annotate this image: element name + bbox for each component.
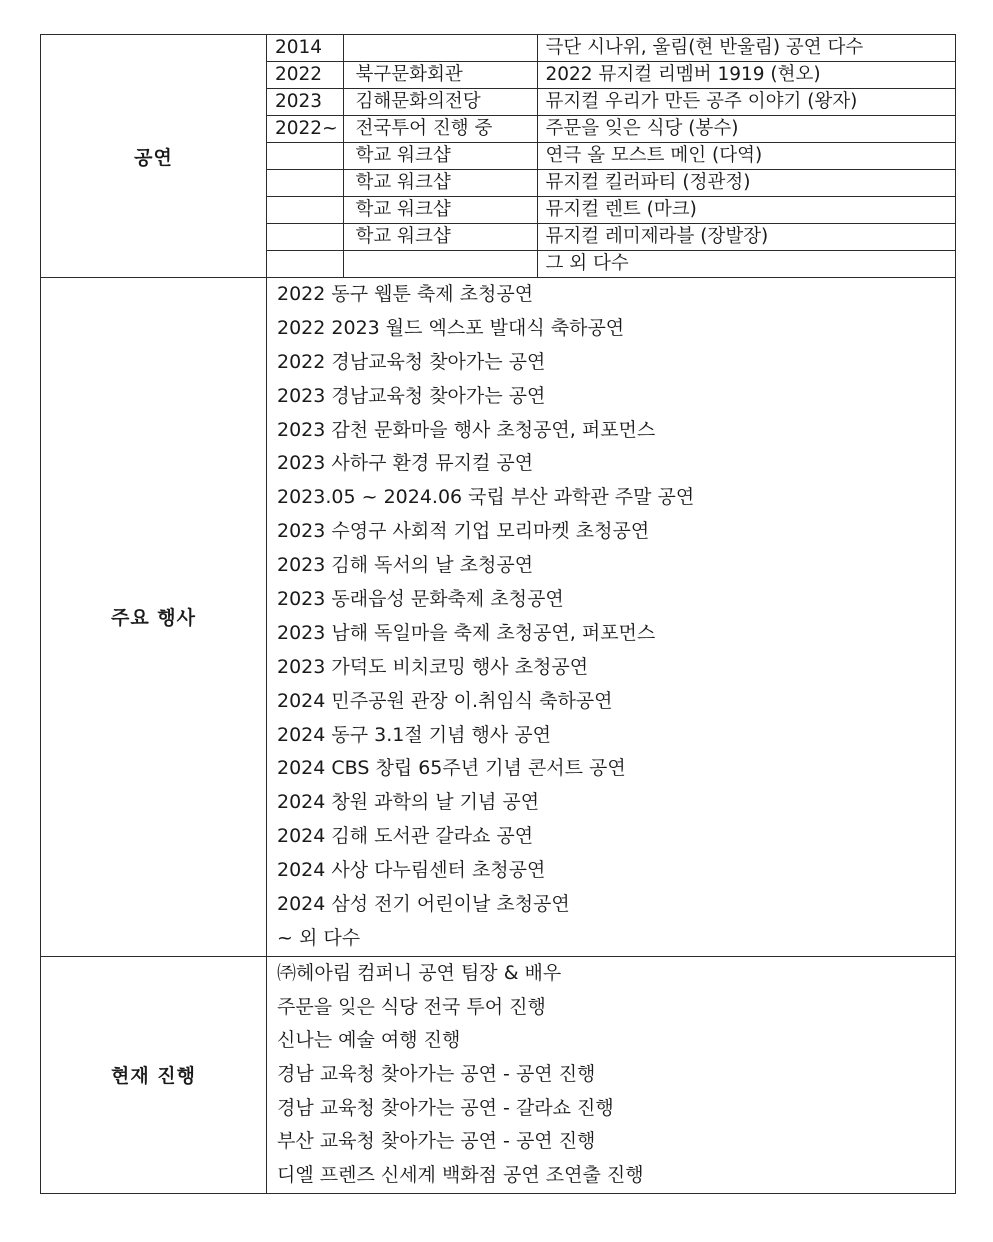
event-item: 2024 CBS 창립 65주년 기념 콘서트 공연 [277,757,626,780]
performances-section [41,35,956,278]
performance-year: 2014 [267,35,343,62]
event-item: 2023.05 ~ 2024.06 국립 부산 과학관 주말 공연 [277,486,695,509]
performance-year [267,224,343,251]
career-table [40,34,956,1194]
current-list [277,957,955,1193]
event-item: 2022 경남교육청 찾아가는 공연 [277,350,546,373]
performance-year [267,251,343,278]
event-item: 2022 동구 웹툰 축제 초청공연 [277,283,534,305]
performance-venue: 학교 워크샵 [343,143,537,170]
performance-venue: 북구문화회관 [343,62,537,89]
performance-row [267,170,955,197]
performance-row [267,89,955,116]
performance-venue [343,35,537,62]
performances-cell [267,35,956,278]
performance-row [267,224,955,251]
performance-work: 2022 뮤지컬 리멤버 1919 (현오) [537,62,955,89]
event-item: 2024 동구 3.1절 기념 행사 공연 [277,723,551,746]
current-item: ㈜헤아림 컴퍼니 공연 팀장 & 배우 [277,961,562,984]
events-label: 주요 행사 [41,278,267,957]
current-label: 현재 진행 [41,956,267,1193]
performance-row [267,143,955,170]
performance-venue: 학교 워크샵 [343,224,537,251]
current-section [41,956,956,1193]
performance-year [267,197,343,224]
event-item: 2023 동래읍성 문화축제 초청공연 [277,588,564,611]
current-item: 경남 교육청 찾아가는 공연 - 공연 진행 [277,1062,596,1085]
performance-row [267,62,955,89]
current-item: 신나는 예술 여행 진행 [277,1029,461,1052]
event-item: 2023 남해 독일마을 축제 초청공연, 퍼포먼스 [277,621,656,644]
events-cell [267,278,956,957]
event-item: 2023 경남교육청 찾아가는 공연 [277,384,546,407]
performance-venue [343,251,537,278]
performances-table [267,35,955,277]
performance-year [267,143,343,170]
performance-row [267,116,955,143]
event-item: ~ 외 다수 [277,926,361,949]
performance-venue: 김해문화의전당 [343,89,537,116]
event-item: 2024 사상 다누림센터 초청공연 [277,859,546,882]
performance-work: 뮤지컬 우리가 만든 공주 이야기 (왕자) [537,89,955,116]
performance-row [267,197,955,224]
performance-venue: 전국투어 진행 중 [343,116,537,143]
performances-label: 공연 [41,35,267,278]
event-item: 2023 김해 독서의 날 초청공연 [277,554,534,577]
event-item: 2023 수영구 사회적 기업 모리마켓 초청공연 [277,520,650,543]
performance-venue: 학교 워크샵 [343,197,537,224]
events-section [41,278,956,957]
event-item: 2024 삼성 전기 어린이날 초청공연 [277,893,570,916]
event-item: 2024 민주공원 관장 이.취임식 축하공연 [277,689,613,712]
performance-venue: 학교 워크샵 [343,170,537,197]
performance-work: 뮤지컬 레미제라블 (장발장) [537,224,955,251]
performance-row [267,35,955,62]
performance-year: 2023 [267,89,343,116]
events-list [277,278,955,956]
performances-table-body [267,35,955,277]
current-cell [267,956,956,1193]
performance-work: 뮤지컬 렌트 (마크) [537,197,955,224]
performance-work: 주문을 잊은 식당 (봉수) [537,116,955,143]
performance-work: 연극 올 모스트 메인 (다역) [537,143,955,170]
performance-year: 2022 [267,62,343,89]
event-item: 2023 감천 문화마을 행사 초청공연, 퍼포먼스 [277,418,656,441]
current-item: 주문을 잊은 식당 전국 투어 진행 [277,995,546,1018]
performance-work: 그 외 다수 [537,251,955,278]
current-item: 디엘 프렌즈 신세계 백화점 공연 조연출 진행 [277,1163,644,1186]
current-item: 경남 교육청 찾아가는 공연 - 갈라쇼 진행 [277,1096,614,1119]
performance-work: 뮤지컬 킬러파티 (정관정) [537,170,955,197]
event-item: 2023 사하구 환경 뮤지컬 공연 [277,452,534,475]
event-item: 2024 김해 도서관 갈라쇼 공연 [277,825,534,848]
performance-year [267,170,343,197]
current-item: 부산 교육청 찾아가는 공연 - 공연 진행 [277,1130,596,1153]
performance-work: 극단 시나위, 울림(현 반울림) 공연 다수 [537,35,955,62]
event-item: 2023 가덕도 비치코밍 행사 초청공연 [277,655,589,678]
performance-year: 2022~ [267,116,343,143]
performance-row [267,251,955,278]
event-item: 2024 창원 과학의 날 기념 공연 [277,791,540,814]
event-item: 2022 2023 월드 엑스포 발대식 축하공연 [277,316,625,339]
